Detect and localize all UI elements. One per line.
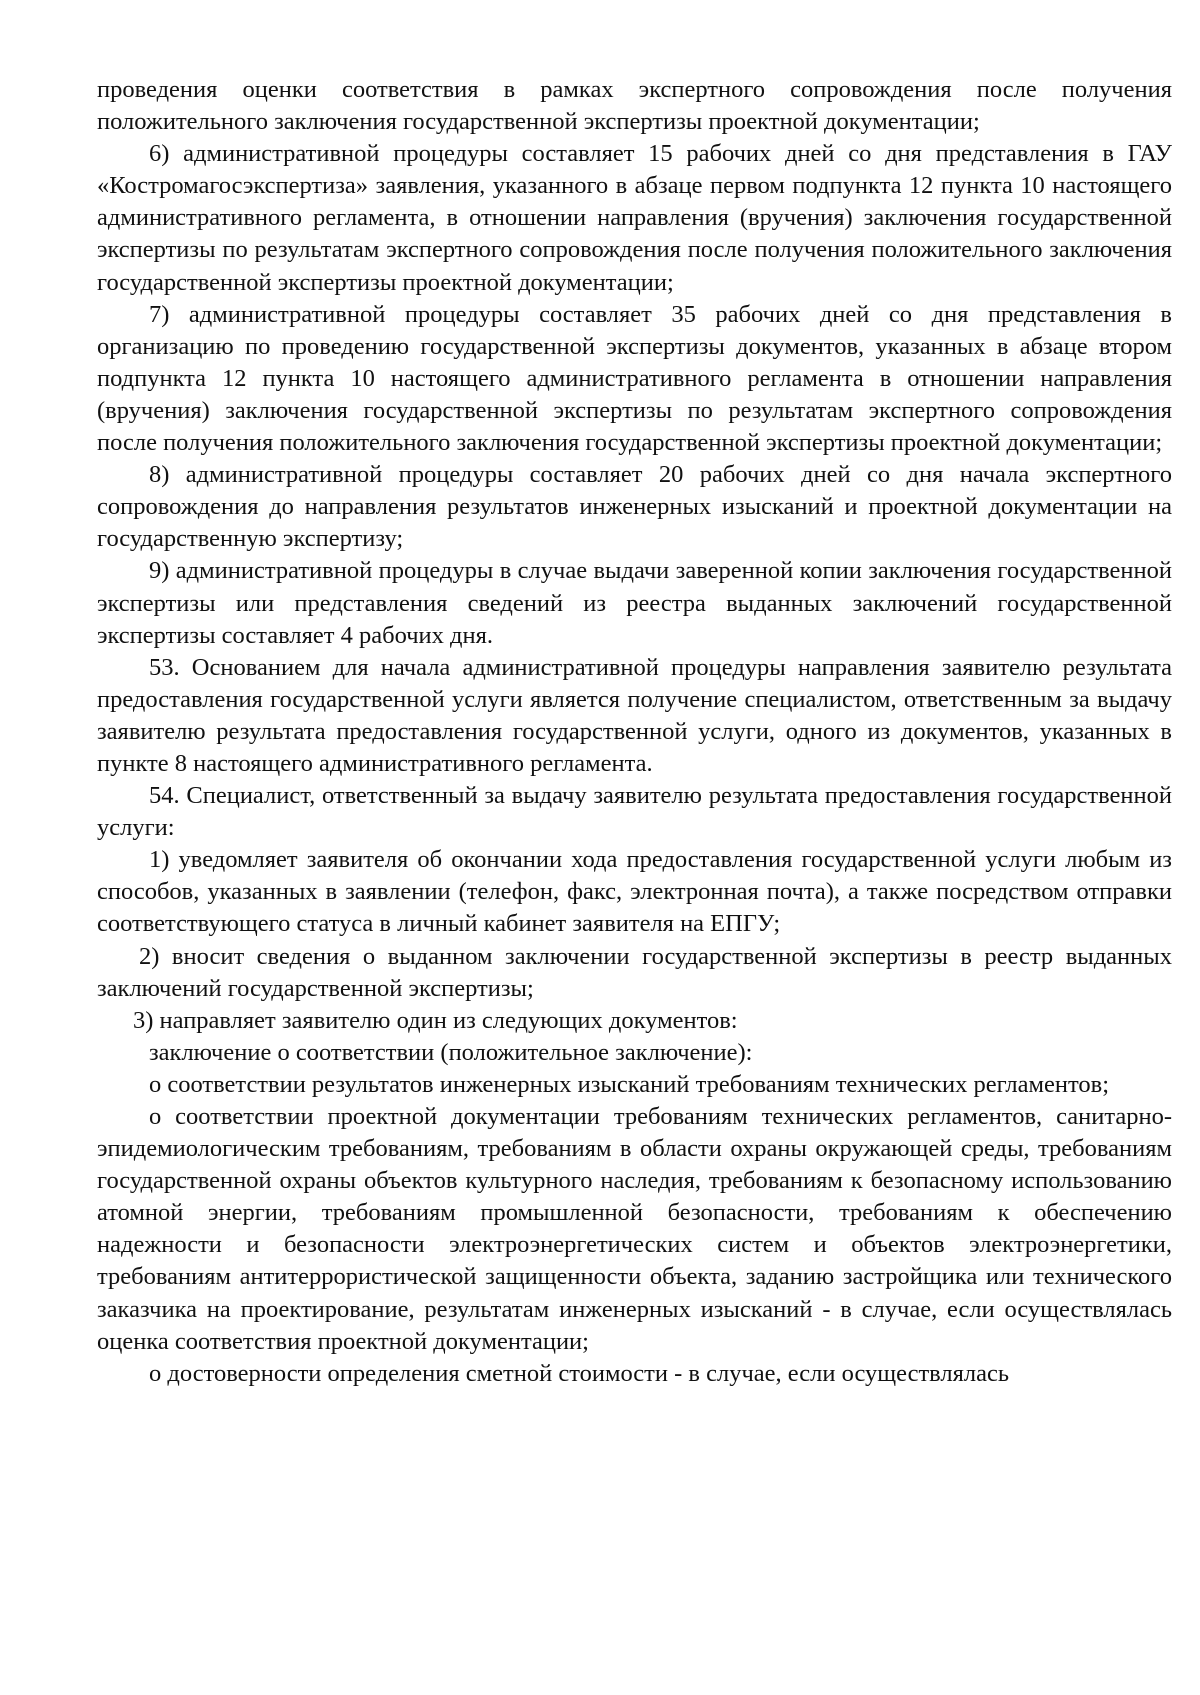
paragraph-item-9: 9) административной процедуры в случае выдачи заверенной копии заключения государственной экспертизы или представления сведений из реестра выданных заключений государственной экспертизы составляет 4 рабочих дня. [97, 557, 1172, 649]
paragraph-project-documentation: о соответствии проектной документации требованиям технических регламентов, санитарно-эпидемиологическим требованиям, требованиям в области охраны окружающей среды, требованиям государственной охраны объектов культурного наследия, требованиям к безопасному использованию атомной энергии, требованиям промышленной безопасности, требованиям к обеспечению надежности и безопасности электроэнергетических систем и объектов электроэнергетики, требованиям антитеррористической защищенности объекта, заданию застройщика или технического заказчика на проектирование, результатам инженерных изысканий - в случае, если осуществлялась оценка соответствия проектной документации; [97, 1103, 1172, 1355]
paragraph-conclusion-type: заключение о соответствии (положительное заключение): [149, 1038, 753, 1066]
paragraph-item-6: 6) административной процедуры составляет 15 рабочих дней со дня представления в ГАУ «Костромагосэкспертиза» заявления, указанного в абзаце первом подпункта 12 пункта 10 настоящего административного регламента, в отношении направления (вручения) заключения государственной экспертизы по результатам экспертного сопровождения после получения положительного заключения государственной экспертизы проектной документации; [97, 140, 1172, 296]
paragraph-item-7: 7) административной процедуры составляет 35 рабочих дней со дня представления в организацию по проведению государственной экспертизы документов, указанных в абзаце втором подпункта 12 пункта 10 настоящего административного регламента в отношении направления (вручения) заключения государственной экспертизы по результатам экспертного сопровождения после получения положительного заключения государственной экспертизы проектной документации; [97, 300, 1172, 457]
paragraph-clause-53: 53. Основанием для начала административной процедуры направления заявителю результата предоставления государственной услуги является получение специалистом, ответственным за выдачу заявителю результата предоставления государственной услуги, одного из документов, указанных в пункте 8 настоящего административного регламента. [97, 653, 1172, 777]
paragraph-subitem-1: 1) уведомляет заявителя об окончании хода предоставления государственной услуги любым из способов, указанных в заявлении (телефон, факс, электронная почта), а также посредством отправки соответствующего статуса в личный кабинет заявителя на ЕПГУ; [97, 846, 1172, 938]
paragraph-continuation: проведения оценки соответствия в рамках экспертного сопровождения после получения положительного заключения государственной экспертизы проектной документации; [97, 76, 1172, 136]
paragraph-subitem-3: 3) направляет заявителю один из следующих документов: [133, 1006, 738, 1034]
paragraph-estimated-cost: о достоверности определения сметной стоимости - в случае, если осуществлялась [149, 1359, 1010, 1387]
paragraph-item-8: 8) административной процедуры составляет 20 рабочих дней со дня начала экспертного сопровождения до направления результатов инженерных изысканий и проектной документации на государственную экспертизу; [97, 461, 1172, 553]
paragraph-engineering-surveys: о соответствии результатов инженерных изысканий требованиям технических регламентов; [149, 1070, 1110, 1098]
document-page [97, 74, 1172, 1390]
paragraph-clause-54: 54. Специалист, ответственный за выдачу заявителю результата предоставления государственной услуги: [97, 782, 1172, 842]
paragraph-subitem-2: 2) вносит сведения о выданном заключении государственной экспертизы в реестр выданных заключений государственной экспертизы; [97, 942, 1172, 1002]
